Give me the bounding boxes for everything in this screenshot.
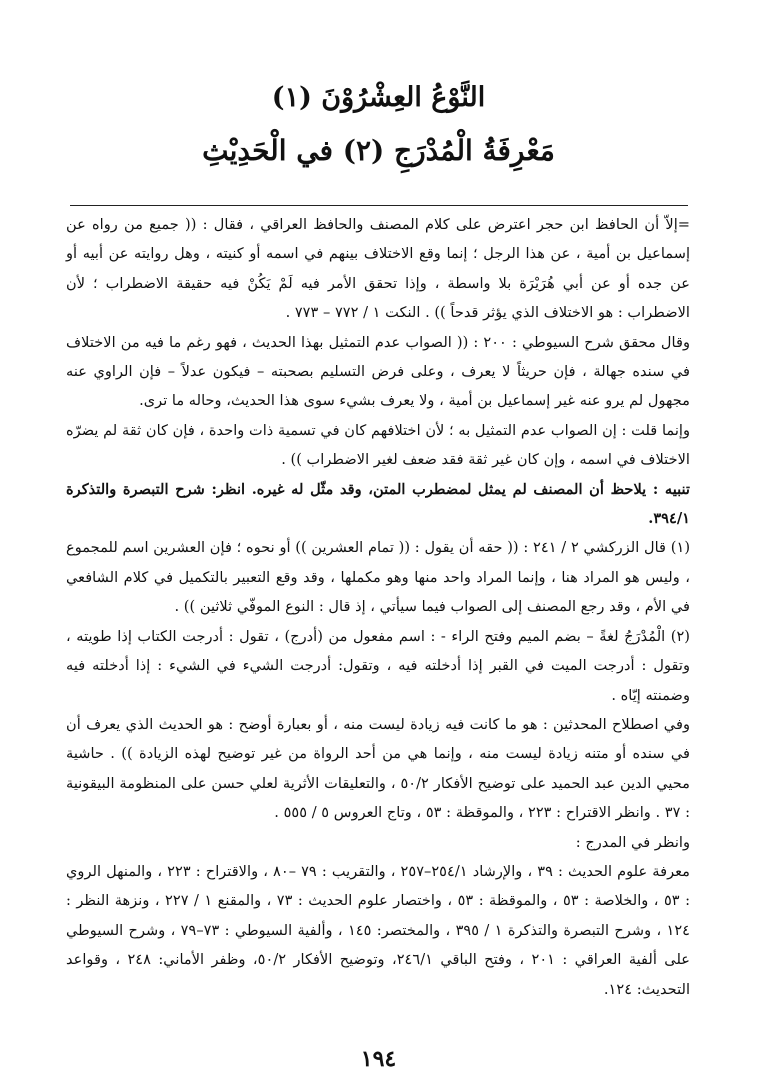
references-paragraph: معرفة علوم الحديث : ٣٩ ، والإرشاد ٢٥٤/١–٢٥٧ ، والتقريب : ٧٩ –٨٠ ، والاقتراح : ٢٢٣ ، والمنهل الروي : ٥٣ ، والخلاصة : ٥٣ ، والموقظة : ٥٣ ، واختصار علوم الحديث : ٧٣ ، والمقنع ١ / ٢٢٧ ، ونزهة النظر : ١٢٤ ، وشرح التبصرة والتذكرة ١ / ٣٩٥ ، والمختصر: ١٤٥ ، وألفية السيوطي : ٧٣–٧٩ ، وشرح السيوطي على ألفية العراقي : ٢٠١ ، وفتح الباقي ٢٤٦/١، وتوضيح الأفكار ٥٠/٢، وظفر الأماني: ٢٤٨ ، وقواعد التحديث: ١٢٤. [66,862,691,998]
footnote-paragraph: وانظر في المدرج : [575,833,690,851]
footnote-paragraph: وقال محقق شرح السيوطي : ٢٠٠ : (( الصواب عدم التمثيل بهذا الحديث ، فهو رغم ما فيه من الاختلاف في سنده جهالة ، فإن حريثاً لا يعرف ، وعلى فرض التسليم بصحبته – فيكون عدلاً – فإن الراوي عنه مجهول لم يرو عنه غير إسماعيل بن أمية ، ولا يعرف بشيء سوى هذا الحديث، وحاله ما ترى. [66,333,690,410]
footnote-1: (١) قال الزركشي ٢ / ٢٤١ : (( حقه أن يقول : (( تمام العشرين )) أو نحوه ؛ فإن العشرين اسم للمجموع ، وليس هو المراد هنا ، وإنما المراد واحد منها وهو مكملها ، وقد وقع التعبير بالتكميل في كلام الشافعي في الأم ، وقد رجع المصنف إلى الصواب فيما سيأتي ، إذ قال : النوع الموفّي ثلاثين )) . [66,539,691,616]
footnotes-body [66,210,690,1004]
note-paragraph: تنبيه : يلاحظ أن المصنف لم يمثل لمضطرب المتن، وقد مثّل له غيره. انظر: شرح التبصرة والتذكرة ٣٩٤/١. [66,480,690,528]
section-title: مَعْرِفَةُ الْمُدْرَجِ (٢) في الْحَدِيْثِ [202,134,555,167]
footnote-divider [70,205,688,206]
page-number: ١٩٤ [360,1046,397,1072]
footnote-paragraph: وفي اصطلاح المحدثين : هو ما كانت فيه زيادة ليست منه ، أو بعبارة أوضح : هو الحديث الذي يعرف أن في سنده أو متنه زيادة ليست منه ، وإنما هي من أحد الرواة من غير توضيح لهذه الزيادة )) . حاشية محيي الدين عبد الحميد على توضيح الأفكار ٥٠/٢ ، والتعليقات الأثرية لعلي حسن على المنظومة البيقونية : ٣٧ . وانظر الاقتراح : ٢٢٣ ، والموقظة : ٥٣ ، وتاج العروس ٥ / ٥٥٥ . [66,715,690,822]
footnote-2: (٢) الْمُدْرَجُ لغةً – بضم الميم وفتح الراء - : اسم مفعول من (أدرج) ، تقول : أدرجت الكتاب إذا طويته ، وتقول : أدرجت الميت في القبر إذا أدخلته فيه ، وتقول: أدرجت الشيء في الشيء : إذا أدخلته فيه وضمنته إيّاه . [66,627,690,704]
chapter-heading: النَّوْعُ العِشْرُوْنَ (١) [271,82,486,113]
footnote-paragraph: وإنما قلت : إن الصواب عدم التمثيل به ؛ لأن اختلافهم كان في تسمية ذات واحدة ، فإن كان ثقة لم يضرّه الاختلاف في اسمه ، وإن كان غير ثقة فقد ضعف لغير الاضطراب )) . [66,421,690,469]
footnote-continuation: =إلاّ أن الحافظ ابن حجر اعترض على كلام المصنف والحافظ العراقي ، فقال : (( جميع من رواه عن إسماعيل بن أمية ، عن هذا الرجل ؛ إنما وقع الاختلاف بينهم في اسمه أو كنيته ، وهل روايته عن أبيه أو عن جده أو عن أبي هُرَيْرَة بلا واسطة ، وإذا تحقق الأمر فيه لَمْ يَكُنْ فيه حقيقة الاضطراب ؛ لأن الاضطراب : هو الاختلاف الذي يؤثر قدحاً )) . النكت ١ / ٧٧٢ – ٧٧٣ . [66,216,691,322]
